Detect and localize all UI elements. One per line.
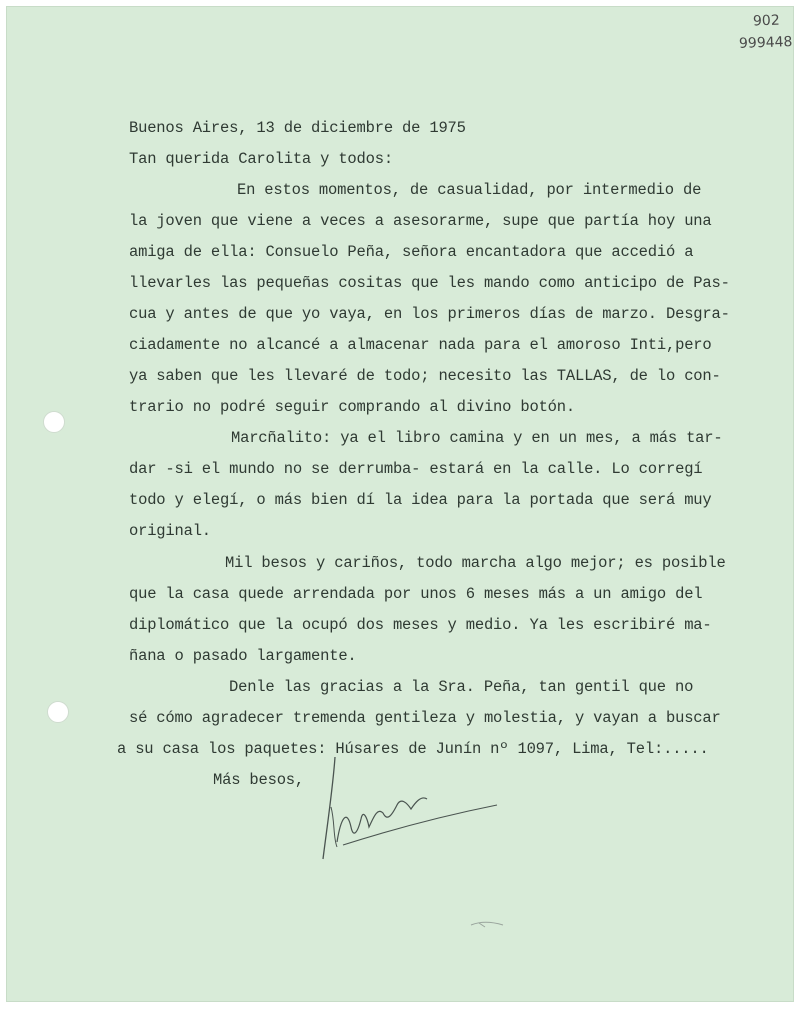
paragraph-2-line: todo y elegí, o más bien dí la idea para la portada que será muy <box>129 491 712 509</box>
paragraph-1-line: ciadamente no alcancé a almacenar nada para el amoroso Inti,pero <box>129 336 712 354</box>
closing: Más besos, <box>213 771 305 789</box>
paragraph-1-line: cua y antes de que yo vaya, en los primeros días de marzo. Desgra- <box>129 305 730 323</box>
paragraph-1-line: trario no podré seguir comprando al divino botón. <box>129 398 575 416</box>
paragraph-1-line: la joven que viene a veces a asesorarme, supe que partía hoy una <box>129 212 712 230</box>
paragraph-3-line: Mil besos y cariños, todo marcha algo mejor; es posible <box>225 554 726 572</box>
paragraph-3-line: diplomático que la ocupó dos meses y medio. Ya les escribiré ma- <box>129 616 712 634</box>
punch-hole-upper <box>43 411 65 433</box>
archive-ref-bottom: 999448 <box>738 34 793 52</box>
paragraph-1-line: llevarles las pequeñas cositas que les mando como anticipo de Pas- <box>129 274 730 292</box>
signature <box>307 747 517 867</box>
punch-hole-lower <box>47 701 69 723</box>
letter-sheet <box>6 6 794 1002</box>
paragraph-2-line: original. <box>129 522 211 540</box>
place-date: Buenos Aires, 13 de diciembre de 1975 <box>129 119 466 137</box>
paragraph-2-line: Marcñalito: ya el libro camina y en un mes, a más tar- <box>231 429 723 447</box>
paragraph-1-line: ya saben que les llevaré de todo; necesito las TALLAS, de lo con- <box>129 367 721 385</box>
paragraph-4-line: sé cómo agradecer tremenda gentileza y molestia, y vayan a buscar <box>129 709 721 727</box>
paragraph-1-line: En estos momentos, de casualidad, por intermedio de <box>237 181 702 199</box>
paragraph-3-line: que la casa quede arrendada por unos 6 meses más a un amigo del <box>129 585 703 603</box>
ink-mark <box>467 913 517 933</box>
paragraph-1-line: amiga de ella: Consuelo Peña, señora encantadora que accedió a <box>129 243 694 261</box>
paragraph-4-line: a su casa los paquetes: Húsares de Junín nº 1097, Lima, Tel:..... <box>117 740 709 758</box>
paragraph-3-line: ñana o pasado largamente. <box>129 647 357 665</box>
archive-ref-top: 902 <box>752 12 781 30</box>
salutation: Tan querida Carolita y todos: <box>129 150 393 168</box>
paragraph-2-line: dar -si el mundo no se derrumba- estará en la calle. Lo corregí <box>129 460 703 478</box>
paragraph-4-line: Denle las gracias a la Sra. Peña, tan gentil que no <box>229 678 694 696</box>
